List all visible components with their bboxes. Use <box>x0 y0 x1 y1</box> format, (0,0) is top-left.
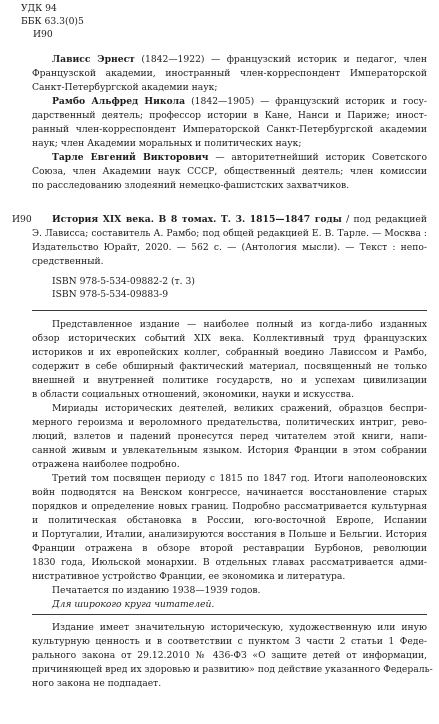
print-source-note: Печатается по изданию 1938—1939 годов. <box>52 585 261 596</box>
isbn-set: ISBN 978-5-534-09883-9 <box>52 289 169 300</box>
text-line: 1830 года, Июльской монархии. В отдельных главах рассматривается адми- <box>32 557 427 568</box>
bbk-code: ББК 63.3(0)5 <box>21 16 84 27</box>
text-line: Франции отражена в обзоре второй реставрации Бурбонов, революции <box>32 543 427 554</box>
udk-code: УДК 94 <box>21 3 57 14</box>
text-line: Мириады исторических деятелей, великих сражений, образцов беспри- <box>52 403 427 414</box>
record-line: Издательство Юрайт, 2020. — 562 с. — (Антология мысли). — Текст : непо- <box>32 242 427 253</box>
text-line: рального закона от 29.12.2010 № 436-ФЗ «О защите детей от информации, <box>32 650 427 661</box>
text-line: Представленное издание — наиболее полный из когда-либо изданных <box>52 319 427 330</box>
text-line: Издание имеет значительную историческую, художественную или иную <box>52 622 427 633</box>
bio-line: дарственный деятель; профессор истории в Кане, Нанси и Париже; иност- <box>32 110 427 121</box>
text-line: внешней и внутренней политике государств, но и успехам цивилизации <box>32 375 427 386</box>
bio-line: ранный член-корреспондент Императорской Санкт-Петербургской академии <box>32 124 427 135</box>
author-rambaud-name: Рамбо Альфред Никола <box>52 96 186 107</box>
text-line: войн подводятся на Венском конгрессе, начинается восстановление старых <box>32 487 427 498</box>
isbn-volume: ISBN 978-5-534-09882-2 (т. 3) <box>52 276 195 287</box>
bio-line: по расследованию злодеяний немецко-фашистских захватчиков. <box>32 180 350 191</box>
author-mark: И90 <box>33 29 53 40</box>
text-line: люций, взлетов и падений пронесутся перед читателем этой книги, напи- <box>32 431 427 442</box>
record-line: Э. Лависса; составитель А. Рамбо; под общей редакцией Е. В. Тарле. — Москва : <box>32 228 427 239</box>
catalog-code: И90 <box>12 214 32 225</box>
text-line: обзор исторических событий XIX века. Коллективный труд французских <box>32 333 427 344</box>
author-tarle-name: Тарле Евгений Викторович <box>52 152 209 163</box>
text-line: и политическая обстановка в России, юго-восточной Европе, Испании <box>32 515 427 526</box>
text-line: санной живым и увлекательным языком. История Франции в этом собрании <box>32 445 427 456</box>
bio-line: Французской академии, иностранный член-корреспондент Императорской <box>32 68 427 79</box>
text-line: причиняющей вред их здоровью и развитию» под действие указанного Федераль- <box>32 664 433 675</box>
text-line: нистративное устройство Франции, ее экономика и литература. <box>32 571 346 582</box>
audience-note: Для широкого круга читателей. <box>52 599 215 610</box>
text-line: отражена наиболее подробно. <box>32 459 180 470</box>
bio-line: Санкт-Петербургской академии наук; <box>32 82 218 93</box>
record-line: средственный. <box>32 256 104 267</box>
divider-rule <box>32 310 427 311</box>
bio-line: наук; член Академии моральных и политических наук; <box>32 138 302 149</box>
text-line: ного закона не подпадает. <box>32 678 162 689</box>
text-line: в области социальных отношений, экономики, науки и искусства. <box>32 389 355 400</box>
book-title: История XIX века. В 8 томах. Т. 3. 1815—1847 годы <box>52 214 342 225</box>
text-line: культурную ценность и в соответствии с пунктом 3 части 2 статьи 1 Феде- <box>32 636 427 647</box>
text-line: порядков и определение новых границ. Подробно рассматривается культурная <box>32 501 427 512</box>
text-line: и Португалии, Италии, анализируются восстания в Польше и Бельгии. История <box>32 529 427 540</box>
text-line: историков и их европейских коллег, собранный воедино Лависсом и Рамбо, <box>32 347 427 358</box>
book-imprint-page: УДК 94 ББК 63.3(0)5 И90 Лависс Эрнест (1842—1922) — французский историк и педагог, член Французской академии, иностранный член-корреспондент Императорской Санкт-Петербургской академии наук; Рамбо Альфред Никола (1842—1905) — французский историк и госу- дарственный деятель; профессор истории в Кане, Нанси и Париже; иност- ранный член-корреспондент Императорской Санкт-Петербургской академии наук; член Академии моральных и политических наук; Тарле Евгений Викторович — авторитетнейший историк Советского Союза, член Академии наук СССР, общественный деятель; член комиссии по расследованию злодеяний немецко-фашистских захватчиков. И90 История XIX века. В 8 томах. Т. 3. 1815—1847 годы / под редакцией Э. Лависса; составитель А. Рамбо; под общей редакцией Е. В. Тарле. — Москва : Издательство Юрайт, 2020. — 562 с. — (Антология мысли). — Текст : непо- средственный. ISBN 978-5-534-09882-2 (т. 3) ISBN 978-5-534-09883-9 Представленное издание — наиболее полный из когда-либо изданных обзор исторических событий XIX века. Коллективный труд французских историков и их европейских коллег, собранный воедино Лависсом и Рамбо, содержит в себе обширный фактический материал, посвященный не только внешней и внутренней политике государств, но и успехам цивилизации в области социальных отношений, экономики, науки и искусства. Мириады исторических деятелей, великих сражений, образцов беспри- мерного героизма и вероломного предательства, политических интриг, рево- люций, взлетов и падений пронесутся перед читателем этой книги, напи- санной живым и увлекательным языком. История Франции в этом собрании отражена наиболее подробно. Третий том посвящен периоду с 1815 по 1847 год. Итоги наполеоновских войн подводятся на Венском конгрессе, начинается восстановление старых порядков и определение новых границ. Подробно рассматривается культурная и политическая обстановка в России, юго-восточной Европе, Испании и Португалии, Италии, анализируются восстания в Польше и Бельгии. История Франции отражена в обзоре второй реставрации Бурбонов, революции 1830 года, Июльской монархии. В отдельных главах рассматривается адми- нистративное устройство Франции, ее экономика и литература. Печатается по изданию 1938—1939 годов. Для широкого круга читателей. Издание имеет значительную историческую, художественную или иную культурную ценность и в соответствии с пунктом 3 части 2 статьи 1 Феде- рального закона от 29.12.2010 № 436-ФЗ «О защите детей от информации, причиняющей вред их здоровью и развитию» под действие указанного Федераль- ного закона не подпадает. <box>12 3 433 689</box>
divider-rule <box>32 614 427 615</box>
text-line: Третий том посвящен периоду с 1815 по 1847 год. Итоги наполеоновских <box>52 473 427 484</box>
author-lavisse-name: Лависс Эрнест <box>52 54 135 65</box>
text-line: содержит в себе обширный фактический материал, посвященный не только <box>32 361 427 372</box>
bio-line: Союза, член Академии наук СССР, общественный деятель; член комиссии <box>32 166 427 177</box>
text-line: мерного героизма и вероломного предательства, политических интриг, рево- <box>32 417 427 428</box>
